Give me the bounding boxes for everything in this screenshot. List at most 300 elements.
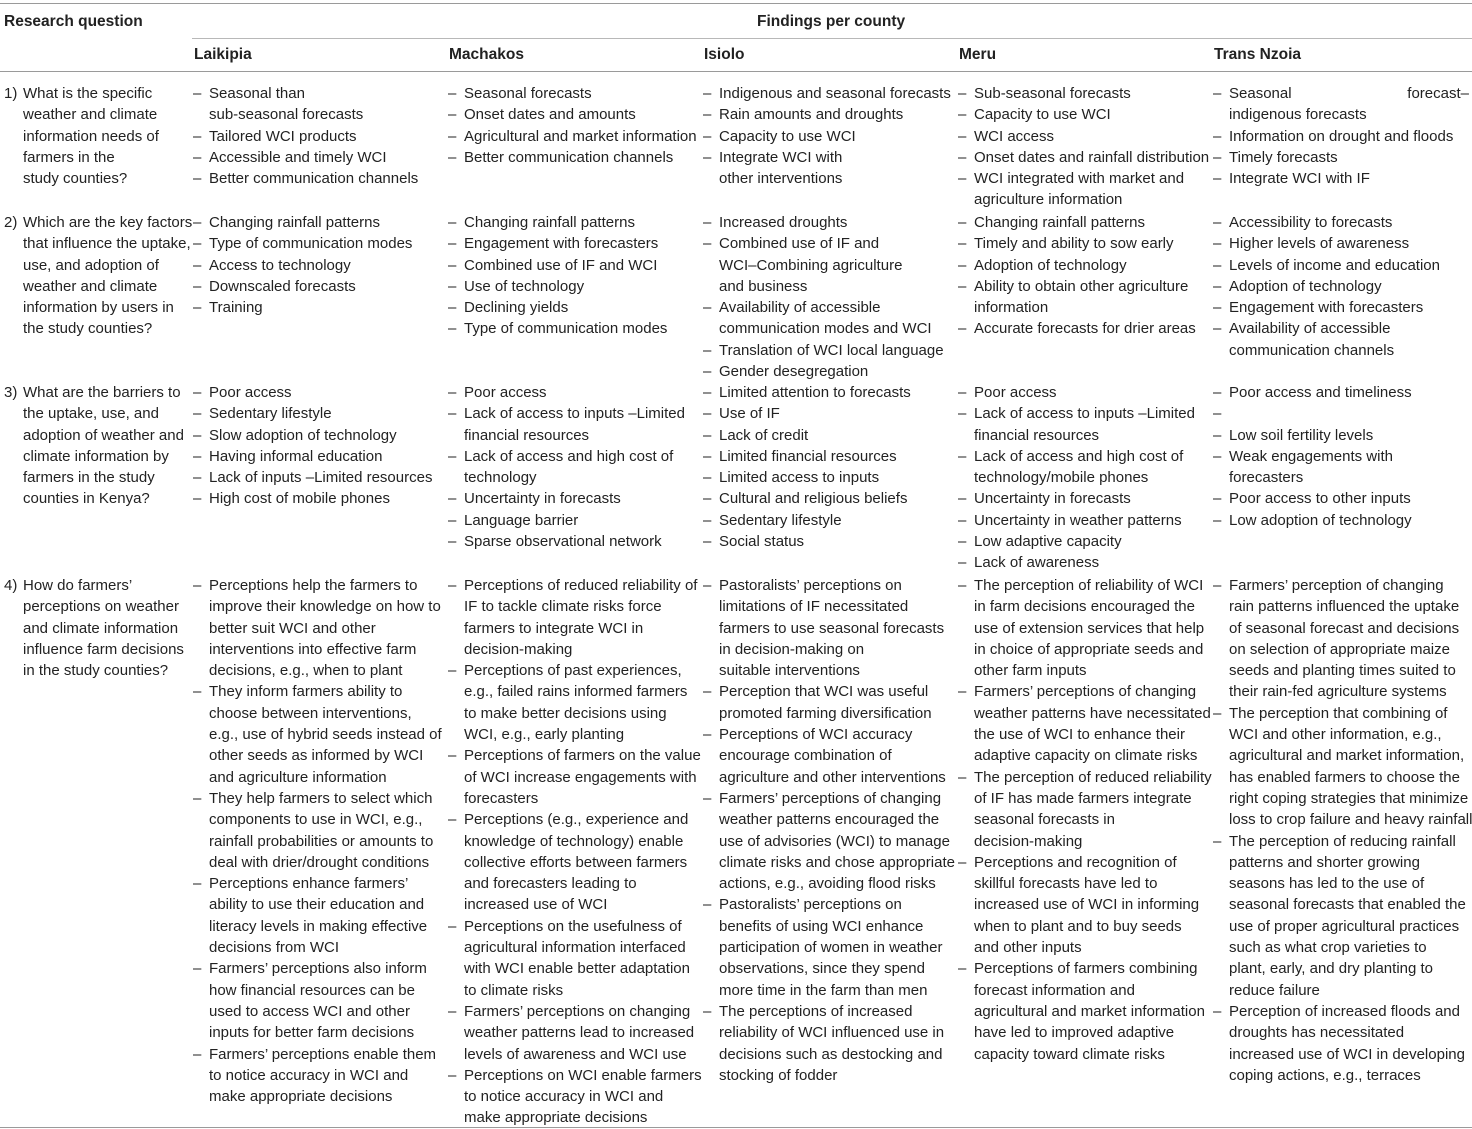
finding-line: weather patterns encouraged the [719, 811, 940, 829]
finding-line: Perceptions on WCI enable farmers [464, 1066, 702, 1084]
question-number: 2) [4, 214, 18, 231]
finding-line: farmers to use seasonal forecasts [719, 619, 945, 637]
bullet-dash: – [703, 363, 712, 381]
findings-cell-machakos [448, 83, 700, 168]
question-number: 4) [4, 577, 18, 594]
finding-item [1213, 575, 1469, 703]
findings-cell-meru [958, 575, 1210, 1065]
finding-item [1213, 168, 1469, 189]
bullet-dash: – [703, 106, 712, 124]
finding-item [448, 318, 700, 339]
finding-item [703, 531, 955, 552]
finding-line: Rain amounts and droughts [719, 106, 904, 124]
finding-line: actions, e.g., avoiding flood risks [719, 875, 936, 893]
finding-line: decisions, e.g., when to plant [209, 662, 403, 680]
bullet-dash: – [448, 1002, 457, 1020]
bullet-dash: – [703, 405, 712, 423]
finding-line: Low soil fertility levels [1229, 426, 1374, 444]
bullet-dash: – [193, 405, 202, 423]
bullet-dash: – [1213, 127, 1222, 145]
bullet-dash: – [958, 577, 967, 594]
findings-cell-machakos [448, 575, 700, 1129]
finding-line: Gender desegregation [719, 363, 869, 381]
finding-item [193, 126, 443, 147]
finding-item [703, 425, 955, 446]
finding-line: Perceptions of reduced reliability of [464, 577, 698, 594]
finding-word: forecast– [1407, 85, 1469, 102]
finding-line: right coping strategies that minimize [1229, 789, 1469, 807]
bullet-dash: – [703, 511, 712, 529]
finding-line: Perceptions and recognition of [974, 853, 1177, 871]
bullet-dash: – [958, 554, 967, 572]
finding-line: Farmers’ perceptions of changing [974, 683, 1197, 701]
finding-line: Cultural and religious beliefs [719, 490, 908, 508]
bullet-dash: – [448, 106, 457, 124]
finding-line: Adoption of technology [974, 256, 1127, 274]
finding-line: reliability of WCI influenced use in [719, 1024, 945, 1042]
finding-item [448, 212, 700, 233]
finding-line: Perceptions of farmers on the value [464, 747, 701, 765]
finding-line: Changing rainfall patterns [974, 214, 1145, 231]
bullet-dash: – [703, 384, 712, 401]
finding-line: capacity toward climate risks [974, 1045, 1165, 1063]
finding-line: other interventions [719, 170, 843, 188]
finding-item [703, 681, 955, 724]
finding-line: Low adaptive capacity [974, 533, 1122, 551]
bullet-dash: – [1213, 170, 1222, 188]
finding-line: Low adoption of technology [1229, 511, 1412, 529]
finding-line: limitations of IF necessitated [719, 598, 909, 616]
header-county-machakos: Machakos [449, 46, 524, 63]
bullet-dash: – [448, 235, 457, 253]
finding-item [703, 488, 955, 509]
bullet-dash: – [448, 148, 457, 166]
finding-line: to notice accuracy in WCI and [464, 1088, 664, 1106]
finding-item [703, 233, 955, 297]
question-text [23, 83, 159, 189]
question-line: What is the specific [23, 85, 153, 102]
finding-line: Lack of inputs –Limited resources [209, 469, 433, 487]
finding-item [703, 788, 955, 894]
finding-line: adaptive capacity on climate risks [974, 747, 1198, 765]
finding-line: seasons has led to the use of [1229, 875, 1425, 893]
finding-line: decision-making [974, 832, 1083, 850]
finding-item [703, 340, 955, 361]
bullet-dash: – [703, 533, 712, 551]
findings-cell-meru [958, 212, 1210, 340]
finding-item [958, 168, 1210, 211]
finding-line: use of proper agricultural practices [1229, 917, 1460, 935]
bullet-dash: – [448, 405, 457, 423]
finding-item [193, 83, 443, 126]
finding-line: Poor access [974, 384, 1057, 401]
bullet-dash: – [1213, 577, 1222, 594]
finding-line: WCI–Combining agriculture [719, 256, 903, 274]
finding-line: Social status [719, 533, 805, 551]
bullet-dash: – [193, 789, 202, 807]
finding-line: rainfall probabilities or amounts to [209, 832, 434, 850]
question-number: 3) [4, 384, 18, 401]
finding-item [1213, 318, 1469, 361]
finding-item [958, 510, 1210, 531]
bullet-dash: – [958, 214, 967, 231]
finding-line: e.g., use of hybrid seeds instead of [209, 726, 442, 744]
finding-item [958, 403, 1210, 446]
finding-item [193, 255, 443, 276]
finding-item [193, 212, 443, 233]
finding-line: The perception of reliability of WCI [974, 577, 1204, 594]
bullet-dash: – [1213, 1002, 1222, 1020]
finding-item [448, 446, 700, 489]
finding-line: observations, since they spend [719, 960, 925, 978]
question-line: in the study counties? [23, 662, 169, 680]
finding-line: Uncertainty in forecasts [464, 490, 621, 508]
finding-line: of seasonal forecast and decisions [1229, 619, 1460, 637]
finding-line: Uncertainty in weather patterns [974, 511, 1182, 529]
finding-item [958, 126, 1210, 147]
finding-item [1213, 703, 1472, 831]
finding-line: Changing rainfall patterns [209, 214, 380, 231]
finding-line: financial resources [464, 426, 590, 444]
finding-line: The perception that combining of [1229, 704, 1448, 722]
finding-line: decisions from WCI [209, 939, 340, 957]
finding-line: Timely forecasts [1229, 148, 1338, 166]
finding-line: the use of WCI to enhance their [974, 726, 1185, 744]
finding-line: Sparse observational network [464, 533, 662, 551]
finding-line: Farmers’ perceptions of changing [719, 789, 942, 807]
finding-line: Indigenous and seasonal forecasts [719, 85, 951, 102]
finding-line: IF to tackle climate risks force [464, 598, 662, 616]
finding-line: WCI, e.g., early planting [464, 726, 625, 744]
finding-line: Language barrier [464, 511, 579, 529]
finding-line: Availability of accessible [719, 299, 881, 317]
finding-item [448, 255, 700, 276]
finding-line: They help farmers to select which [209, 789, 433, 807]
finding-line: WCI and other information, e.g., [1229, 726, 1442, 744]
finding-line: Perceptions help the farmers to [209, 577, 418, 594]
finding-item [1213, 233, 1469, 254]
finding-line: Onset dates and amounts [464, 106, 636, 124]
bullet-dash: – [703, 214, 712, 231]
finding-line: increased use of WCI [464, 896, 608, 914]
finding-line: Timely and ability to sow early [974, 235, 1174, 253]
bullet-dash: – [958, 148, 967, 166]
finding-line: use of extension services that help [974, 619, 1205, 637]
bullet-dash: – [448, 811, 457, 829]
finding-item [1213, 83, 1469, 126]
bullet-dash: – [193, 85, 202, 102]
bullet-dash: – [958, 127, 967, 145]
table-top-rule [0, 3, 1472, 4]
finding-line: technology/mobile phones [974, 469, 1149, 487]
bullet-dash: – [703, 1002, 712, 1020]
finding-item [448, 403, 700, 446]
finding-line: Combined use of IF and WCI [464, 256, 658, 274]
question-line: How do farmers’ [23, 577, 133, 594]
finding-line: and other inputs [974, 939, 1082, 957]
question-line: and climate information [23, 619, 179, 637]
bullet-dash: – [448, 384, 457, 401]
header-sub-rule [192, 38, 1472, 39]
bullet-dash: – [958, 85, 967, 102]
finding-item [193, 168, 443, 189]
finding-line: better suit WCI and other [209, 619, 376, 637]
question-line: What are the barriers to [23, 384, 181, 401]
finding-line: Poor access [209, 384, 292, 401]
finding-line: components to use in WCI, e.g., [209, 811, 423, 829]
finding-line: Perception of increased floods and [1229, 1002, 1460, 1020]
finding-item [193, 276, 443, 297]
finding-line: inputs for better farm decisions [209, 1024, 415, 1042]
finding-item [193, 958, 443, 1043]
findings-cell-laikipia [193, 83, 443, 189]
finding-line: Type of communication modes [464, 320, 668, 338]
finding-line: Limited financial resources [719, 447, 897, 465]
bullet-dash: – [958, 533, 967, 551]
finding-item [958, 852, 1210, 958]
finding-item [703, 147, 955, 190]
finding-item [703, 403, 955, 424]
finding-line: Translation of WCI local language [719, 341, 944, 359]
header-bottom-rule [0, 71, 1472, 72]
question-line: perceptions on weather [23, 598, 179, 616]
finding-item [448, 83, 700, 104]
finding-line: Perceptions of farmers combining [974, 960, 1198, 978]
finding-line: Lack of credit [719, 426, 809, 444]
finding-line: Ability to obtain other agriculture [974, 277, 1189, 295]
bullet-dash: – [703, 789, 712, 807]
question-text [23, 382, 184, 510]
finding-item [448, 745, 700, 809]
bullet-dash: – [193, 960, 202, 978]
finding-item [958, 552, 1210, 573]
finding-line: Weak engagements with [1229, 447, 1393, 465]
bullet-dash: – [958, 447, 967, 465]
finding-line: in farm decisions encouraged the [974, 598, 1195, 616]
finding-item [448, 233, 700, 254]
finding-line: sub-seasonal forecasts [209, 106, 364, 124]
finding-line: Farmers’ perceptions on changing [464, 1002, 691, 1020]
bullet-dash: – [703, 896, 712, 914]
finding-line: knowledge of technology) enable [464, 832, 684, 850]
bullet-dash: – [193, 683, 202, 701]
bullet-dash: – [193, 426, 202, 444]
bullet-dash: – [958, 106, 967, 124]
finding-line: seasonal forecasts in [974, 811, 1115, 829]
finding-line: Combined use of IF and [719, 235, 880, 253]
finding-item [703, 83, 955, 104]
bullet-dash: – [448, 277, 457, 295]
finding-line: make appropriate decisions [464, 1109, 648, 1127]
finding-item [193, 233, 443, 254]
finding-line: droughts has necessitated [1229, 1024, 1405, 1042]
finding-item [1213, 382, 1469, 403]
bullet-dash: – [448, 256, 457, 274]
finding-item [958, 575, 1210, 681]
finding-line: to climate risks [464, 981, 564, 999]
question-line: counties in Kenya? [23, 490, 150, 508]
finding-line: levels of awareness and WCI use [464, 1045, 687, 1063]
bullet-dash: – [958, 320, 967, 338]
finding-item [448, 147, 700, 168]
finding-line: Accessibility to forecasts [1229, 214, 1393, 231]
finding-item [958, 83, 1210, 104]
finding-item [448, 126, 700, 147]
findings-cell-meru [958, 382, 1210, 574]
finding-line: Sedentary lifestyle [209, 405, 332, 423]
finding-item [193, 446, 443, 467]
finding-line: Availability of accessible [1229, 320, 1391, 338]
findings-cell-isiolo [703, 212, 955, 382]
finding-item [448, 104, 700, 125]
finding-line: Having informal education [209, 447, 383, 465]
finding-item [1213, 297, 1469, 318]
bullet-dash: – [958, 683, 967, 701]
header-county-isiolo: Isiolo [704, 46, 745, 63]
finding-line: Accessible and timely WCI [209, 148, 387, 166]
question-line: influence farm decisions [23, 640, 184, 658]
finding-item [448, 1065, 700, 1129]
question-line: farmers in the study [23, 469, 155, 487]
finding-item [958, 104, 1210, 125]
bullet-dash: – [1213, 704, 1222, 722]
bullet-dash: – [448, 1066, 457, 1084]
finding-line: improve their knowledge on how to [209, 598, 441, 616]
findings-cell-trans-nzoia [1213, 575, 1472, 1086]
finding-line: rain patterns influenced the uptake [1229, 598, 1460, 616]
bullet-dash: – [448, 299, 457, 317]
finding-line: Poor access [464, 384, 547, 401]
finding-line: Integrate WCI with [719, 148, 843, 166]
finding-item [703, 894, 955, 1000]
finding-line: Engagement with forecasters [1229, 299, 1424, 317]
finding-line: increased use of WCI in informing [974, 896, 1200, 914]
finding-line: Accurate forecasts for drier areas [974, 320, 1196, 338]
finding-line: communication channels [1229, 341, 1395, 359]
finding-item [958, 233, 1210, 254]
finding-line: to notice accuracy in WCI and [209, 1066, 409, 1084]
finding-item [1213, 446, 1469, 489]
bullet-dash: – [448, 214, 457, 231]
finding-line: Lack of awareness [974, 554, 1100, 572]
finding-line: Perceptions of past experiences, [464, 662, 682, 680]
finding-line: Levels of income and education [1229, 256, 1440, 274]
bullet-dash: – [1213, 299, 1222, 317]
bullet-dash: – [958, 256, 967, 274]
header-findings-per-county: Findings per county [757, 13, 906, 30]
finding-line: agricultural and market information [974, 1002, 1205, 1020]
finding-line: Limited access to inputs [719, 469, 880, 487]
findings-cell-trans-nzoia [1213, 212, 1469, 361]
findings-cell-trans-nzoia [1213, 83, 1469, 189]
bullet-dash: – [193, 277, 202, 295]
finding-item [703, 1001, 955, 1086]
finding-item [1213, 425, 1469, 446]
question-line: Which are the key factors [23, 214, 193, 231]
finding-item [958, 147, 1210, 168]
finding-line: Perceptions enhance farmers’ [209, 875, 409, 893]
bullet-dash: – [448, 917, 457, 935]
finding-line: Farmers’ perceptions enable them [209, 1045, 437, 1063]
bullet-dash: – [193, 148, 202, 166]
finding-line: Downscaled forecasts [209, 277, 356, 295]
finding-item [193, 403, 443, 424]
finding-line: forecasters [464, 789, 539, 807]
finding-line: technology [464, 469, 537, 487]
finding-line: decisions such as destocking and [719, 1045, 943, 1063]
finding-line: Lack of access to inputs –Limited [464, 405, 685, 423]
finding-line: WCI integrated with market and [974, 170, 1185, 188]
finding-line: Lack of access and high cost of [464, 447, 674, 465]
finding-line: encourage combination of [719, 747, 892, 765]
finding-item [958, 446, 1210, 489]
finding-item [193, 425, 443, 446]
finding-line: make appropriate decisions [209, 1088, 393, 1106]
finding-line: Use of IF [719, 405, 780, 423]
finding-line: Slow adoption of technology [209, 426, 397, 444]
finding-item [1213, 488, 1469, 509]
bullet-dash: – [448, 662, 457, 680]
finding-line: Integrate WCI with IF [1229, 170, 1370, 188]
finding-line: literacy levels in making effective [209, 917, 428, 935]
bullet-dash: – [958, 384, 967, 401]
finding-line: Uncertainty in forecasts [974, 490, 1131, 508]
finding-line: interventions into effective farm [209, 640, 417, 658]
header-county-trans-nzoia: Trans Nzoia [1214, 46, 1301, 63]
bullet-dash: – [703, 726, 712, 744]
finding-line: how financial resources can be [209, 981, 415, 999]
finding-line: agricultural and market information, [1229, 747, 1465, 765]
finding-line: Engagement with forecasters [464, 235, 659, 253]
finding-line: Declining yields [464, 299, 569, 317]
finding-item [1213, 126, 1469, 147]
finding-line: of IF has made farmers integrate [974, 789, 1192, 807]
finding-line: benefits of using WCI enhance [719, 917, 924, 935]
bullet-dash: – [193, 875, 202, 893]
bullet-dash: – [958, 768, 967, 786]
findings-cell-isiolo [703, 575, 955, 1086]
finding-line: Type of communication modes [209, 235, 413, 253]
finding-line: High cost of mobile phones [209, 490, 390, 508]
finding-item [1213, 1001, 1469, 1086]
bullet-dash: – [703, 235, 712, 253]
finding-line: Poor access and timeliness [1229, 384, 1412, 401]
finding-line: participation of women in weather [719, 939, 943, 957]
finding-item [703, 382, 955, 403]
finding-line: in decision-making on [719, 640, 865, 658]
bullet-dash: – [703, 469, 712, 487]
finding-line: Changing rainfall patterns [464, 214, 635, 231]
finding-line: weather patterns lead to increased [464, 1024, 695, 1042]
finding-line: and forecasters leading to [464, 875, 637, 893]
findings-cell-laikipia [193, 212, 443, 318]
bullet-dash: – [958, 277, 967, 295]
finding-item [193, 788, 443, 873]
header-county-meru: Meru [959, 46, 997, 63]
finding-line: suitable interventions [719, 662, 860, 680]
finding-line: used to access WCI and other [209, 1002, 410, 1020]
bullet-dash: – [703, 683, 712, 701]
bullet-dash: – [703, 341, 712, 359]
finding-item [193, 467, 443, 488]
finding-item [448, 510, 700, 531]
finding-line: farmers to integrate WCI in [464, 619, 644, 637]
question-text [23, 575, 184, 681]
finding-line: Farmers’ perception of changing [1229, 577, 1444, 594]
finding-line: Lack of access and high cost of [974, 447, 1184, 465]
finding-line: Information on drought and floods [1229, 127, 1454, 145]
finding-line: Seasonal forecasts [464, 85, 592, 102]
